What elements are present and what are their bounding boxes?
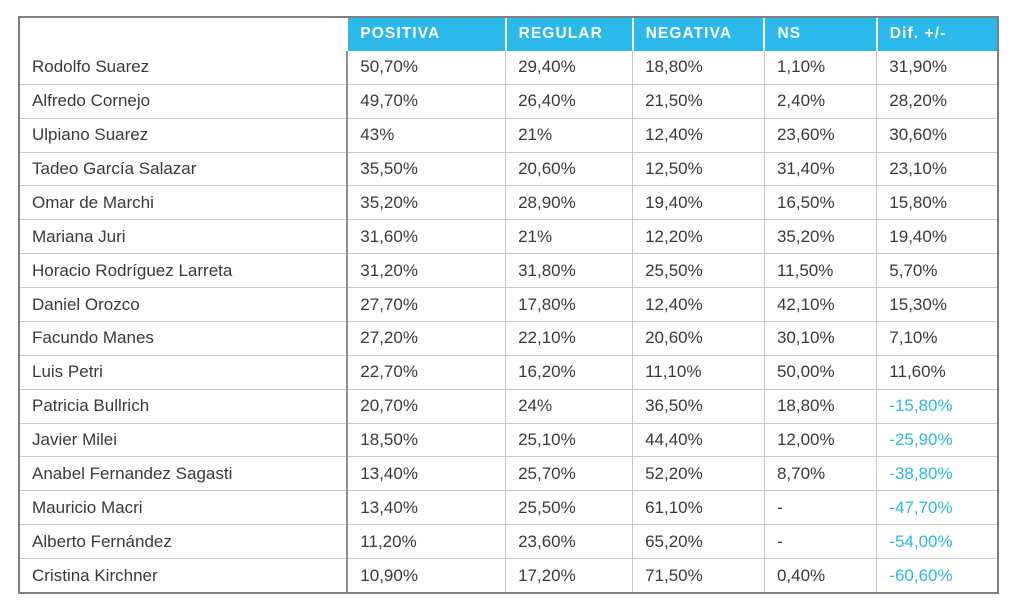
table-row	[20, 84, 997, 118]
cell-name: Tadeo García Salazar	[20, 152, 347, 186]
cell-dif: -47,70%	[877, 491, 997, 525]
cell-negativa: 12,20%	[633, 220, 765, 254]
table-header	[20, 18, 997, 51]
cell-regular: 21%	[506, 220, 633, 254]
table-row	[20, 525, 997, 559]
image-ratings-table	[20, 18, 997, 592]
cell-ns: 0,40%	[764, 559, 876, 592]
cell-regular: 26,40%	[506, 84, 633, 118]
cell-dif: 15,30%	[877, 288, 997, 322]
table-row	[20, 118, 997, 152]
cell-negativa: 65,20%	[633, 525, 765, 559]
cell-positiva: 13,40%	[347, 457, 505, 491]
cell-ns: 23,60%	[764, 118, 876, 152]
table-row	[20, 51, 997, 84]
table-row	[20, 491, 997, 525]
table-row	[20, 152, 997, 186]
cell-name: Mauricio Macri	[20, 491, 347, 525]
cell-negativa: 61,10%	[633, 491, 765, 525]
cell-regular: 29,40%	[506, 51, 633, 84]
cell-regular: 25,10%	[506, 423, 633, 457]
cell-dif: -38,80%	[877, 457, 997, 491]
cell-positiva: 43%	[347, 118, 505, 152]
cell-negativa: 52,20%	[633, 457, 765, 491]
cell-dif: -15,80%	[877, 389, 997, 423]
cell-ns: 31,40%	[764, 152, 876, 186]
cell-name: Omar de Marchi	[20, 186, 347, 220]
cell-regular: 28,90%	[506, 186, 633, 220]
cell-ns: 18,80%	[764, 389, 876, 423]
cell-regular: 25,70%	[506, 457, 633, 491]
table-row	[20, 220, 997, 254]
cell-negativa: 21,50%	[633, 84, 765, 118]
cell-regular: 22,10%	[506, 321, 633, 355]
table-body	[20, 51, 997, 592]
cell-negativa: 11,10%	[633, 355, 765, 389]
table-row	[20, 457, 997, 491]
table-row	[20, 355, 997, 389]
cell-positiva: 13,40%	[347, 491, 505, 525]
cell-name: Mariana Juri	[20, 220, 347, 254]
cell-dif: 28,20%	[877, 84, 997, 118]
cell-dif: -25,90%	[877, 423, 997, 457]
column-header-negativa: NEGATIVA	[633, 18, 765, 51]
table-row	[20, 559, 997, 592]
cell-ns: 42,10%	[764, 288, 876, 322]
cell-ns: 16,50%	[764, 186, 876, 220]
table-row	[20, 321, 997, 355]
cell-positiva: 35,20%	[347, 186, 505, 220]
cell-negativa: 19,40%	[633, 186, 765, 220]
cell-ns: -	[764, 525, 876, 559]
column-header-regular: REGULAR	[506, 18, 633, 51]
cell-ns: 12,00%	[764, 423, 876, 457]
cell-dif: 15,80%	[877, 186, 997, 220]
table-row	[20, 254, 997, 288]
cell-regular: 25,50%	[506, 491, 633, 525]
cell-positiva: 27,70%	[347, 288, 505, 322]
cell-regular: 24%	[506, 389, 633, 423]
cell-positiva: 31,60%	[347, 220, 505, 254]
table-row	[20, 423, 997, 457]
cell-regular: 17,20%	[506, 559, 633, 592]
cell-dif: 23,10%	[877, 152, 997, 186]
table-row	[20, 389, 997, 423]
cell-positiva: 20,70%	[347, 389, 505, 423]
cell-negativa: 12,40%	[633, 118, 765, 152]
table-row	[20, 186, 997, 220]
cell-name: Rodolfo Suarez	[20, 51, 347, 84]
cell-positiva: 31,20%	[347, 254, 505, 288]
poll-table-container	[18, 16, 999, 594]
cell-positiva: 18,50%	[347, 423, 505, 457]
column-header-ns: NS	[764, 18, 876, 51]
cell-name: Javier Milei	[20, 423, 347, 457]
cell-name: Horacio Rodríguez Larreta	[20, 254, 347, 288]
cell-positiva: 11,20%	[347, 525, 505, 559]
column-header-dif: Dif. +/-	[877, 18, 997, 51]
cell-negativa: 44,40%	[633, 423, 765, 457]
table-header-row	[20, 18, 997, 51]
cell-positiva: 22,70%	[347, 355, 505, 389]
column-header-positiva: POSITIVA	[347, 18, 505, 51]
cell-dif: 5,70%	[877, 254, 997, 288]
cell-negativa: 71,50%	[633, 559, 765, 592]
column-header-name	[20, 18, 347, 51]
cell-name: Anabel Fernandez Sagasti	[20, 457, 347, 491]
cell-positiva: 10,90%	[347, 559, 505, 592]
cell-name: Cristina Kirchner	[20, 559, 347, 592]
cell-regular: 31,80%	[506, 254, 633, 288]
cell-negativa: 25,50%	[633, 254, 765, 288]
cell-negativa: 12,40%	[633, 288, 765, 322]
cell-dif: -60,60%	[877, 559, 997, 592]
cell-regular: 17,80%	[506, 288, 633, 322]
table-row	[20, 288, 997, 322]
cell-name: Patricia Bullrich	[20, 389, 347, 423]
cell-positiva: 35,50%	[347, 152, 505, 186]
cell-ns: 1,10%	[764, 51, 876, 84]
cell-positiva: 27,20%	[347, 321, 505, 355]
cell-name: Facundo Manes	[20, 321, 347, 355]
cell-negativa: 36,50%	[633, 389, 765, 423]
cell-positiva: 50,70%	[347, 51, 505, 84]
cell-name: Ulpiano Suarez	[20, 118, 347, 152]
cell-dif: 7,10%	[877, 321, 997, 355]
cell-regular: 23,60%	[506, 525, 633, 559]
cell-regular: 16,20%	[506, 355, 633, 389]
cell-regular: 20,60%	[506, 152, 633, 186]
cell-name: Alberto Fernández	[20, 525, 347, 559]
cell-ns: 11,50%	[764, 254, 876, 288]
cell-ns: 50,00%	[764, 355, 876, 389]
cell-ns: 35,20%	[764, 220, 876, 254]
cell-name: Alfredo Cornejo	[20, 84, 347, 118]
cell-ns: 2,40%	[764, 84, 876, 118]
cell-dif: -54,00%	[877, 525, 997, 559]
cell-dif: 19,40%	[877, 220, 997, 254]
cell-dif: 31,90%	[877, 51, 997, 84]
cell-negativa: 20,60%	[633, 321, 765, 355]
cell-ns: 30,10%	[764, 321, 876, 355]
cell-dif: 11,60%	[877, 355, 997, 389]
cell-negativa: 12,50%	[633, 152, 765, 186]
cell-name: Daniel Orozco	[20, 288, 347, 322]
cell-dif: 30,60%	[877, 118, 997, 152]
cell-ns: -	[764, 491, 876, 525]
cell-name: Luis Petri	[20, 355, 347, 389]
cell-regular: 21%	[506, 118, 633, 152]
cell-ns: 8,70%	[764, 457, 876, 491]
cell-positiva: 49,70%	[347, 84, 505, 118]
cell-negativa: 18,80%	[633, 51, 765, 84]
